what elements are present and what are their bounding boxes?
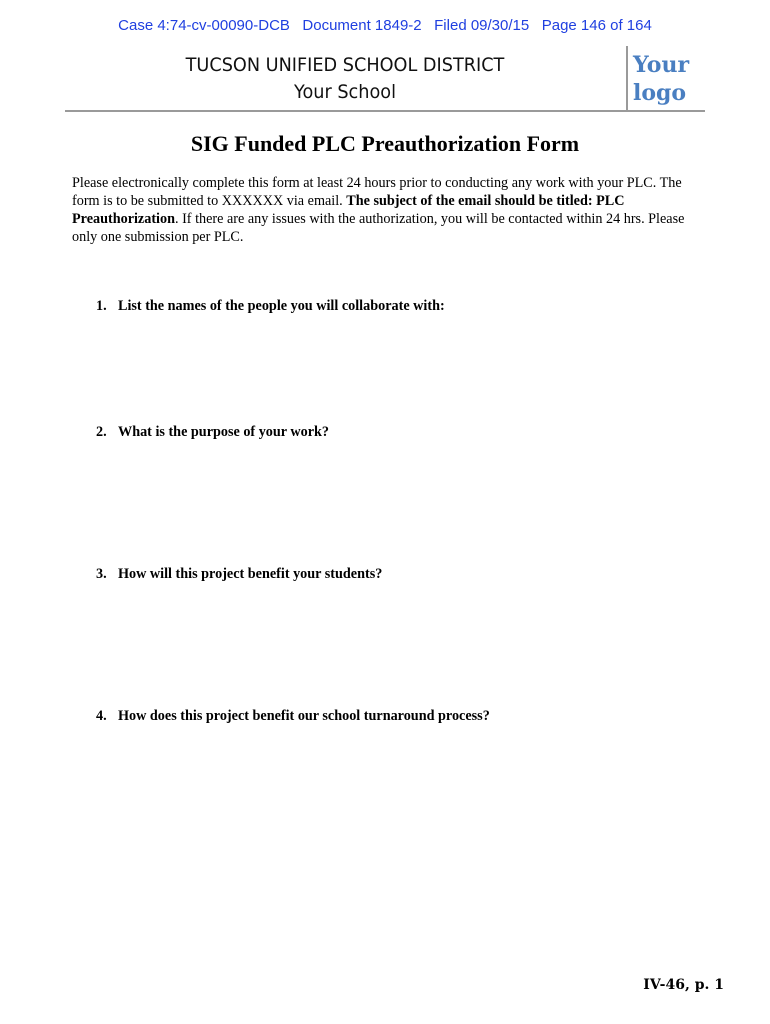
court-filing-header: Case 4:74-cv-00090-DCB Document 1849-2 Filed 09/30/15 Page 146 of 164 [118,17,652,34]
logo-line-2: logo [633,80,687,106]
question-number: 4. [96,708,107,724]
question-text: How does this project benefit our school turnaround process? [118,708,490,724]
question-text: How will this project benefit your students? [118,566,383,582]
question-2 [96,424,329,441]
letterhead-text [65,52,625,106]
question-number: 2. [96,424,107,440]
letterhead [65,46,705,112]
instructions-text-1: Please electronically complete this form at least 24 hours prior to conducting any work with your PLC. The form is to be submitted to XXXXXX via email. [72,175,682,209]
instructions-text-2: . If there are any issues with the authorization, you will be contacted within 24 hrs. Please only one submission per PLC. [72,211,685,245]
question-1 [96,298,445,315]
question-text: What is the purpose of your work? [118,424,329,440]
page-number: IV-46, p. 1 [643,977,724,993]
question-text: List the names of the people you will collaborate with: [118,298,445,314]
form-title: SIG Funded PLC Preauthorization Form [190,131,580,156]
question-number: 1. [96,298,107,314]
instructions-email-subject: The subject of the email should be titled: PLC Preauthorization [72,193,625,227]
school-name: Your School [293,81,397,103]
question-number: 3. [96,566,107,582]
logo-line-1: Your [633,52,690,78]
logo-placeholder [633,51,689,107]
district-name: TUCSON UNIFIED SCHOOL DISTRICT [185,54,505,76]
form-instructions [72,174,702,246]
question-3 [96,566,382,583]
letterhead-vertical-divider [626,46,628,112]
question-4 [96,708,490,725]
letterhead-horizontal-rule [65,110,705,112]
